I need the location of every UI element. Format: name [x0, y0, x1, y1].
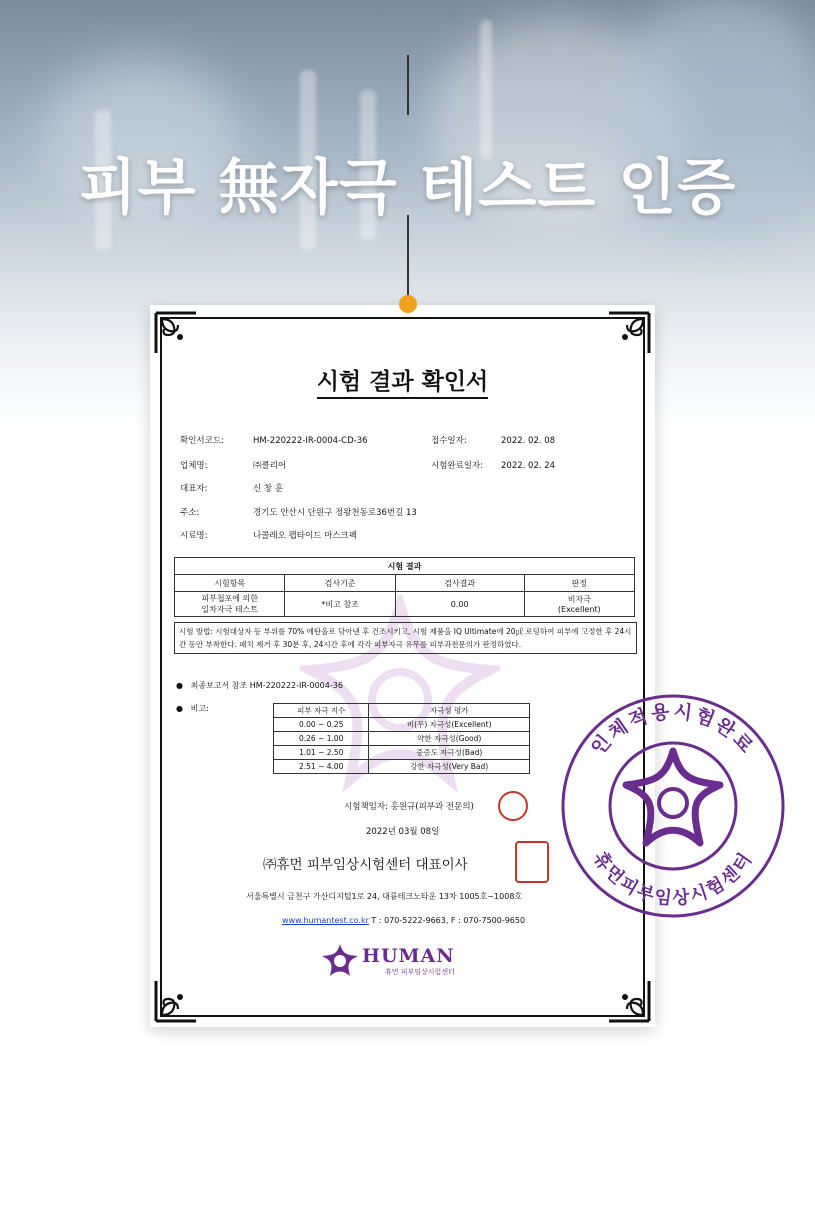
issue-date: 2022년 03월 08일 — [366, 827, 440, 837]
center-name: ㈜휴먼 피부임상시험센터 대표이사 — [263, 857, 468, 873]
results-header: 판정 — [524, 575, 634, 592]
results-caption: 시험 결과 — [175, 558, 635, 575]
results-header: 시험항목 — [175, 575, 285, 592]
field-company: 업체명: ㈜클리어 — [180, 461, 287, 471]
human-logo-icon — [320, 942, 360, 978]
contact-line: www.humantest.co.kr T : 070-5222-9663, F : 070-7500-9650 — [282, 916, 526, 925]
field-sample: 시료명: 나콜레오 펩타이드 마스크팩 — [180, 531, 357, 541]
logo-wordmark: HUMAN — [362, 945, 455, 967]
table-row: 0.00 ~ 0.25 비(무) 자극성(Excellent) — [274, 718, 530, 732]
website-link[interactable]: www.humantest.co.kr — [282, 916, 369, 925]
certification-seal — [560, 693, 786, 919]
results-header: 검사결과 — [395, 575, 524, 592]
center-address: 서울특별시 금천구 가산디지털1로 24, 대륭테크노타운 13차 1005호~1008호 — [246, 892, 523, 901]
table-row: 0.26 ~ 1.00 약한 자극성(Good) — [274, 732, 530, 746]
remarks-label: ● 비고: — [176, 704, 209, 713]
ornament-corner-icon — [152, 977, 200, 1025]
field-address: 주소: 경기도 안산시 단원구 정왕천동로36번길 13 — [180, 508, 417, 518]
page-headline: 피부 無자극 테스트 인증 — [78, 153, 737, 223]
company-stamp — [515, 841, 549, 883]
results-table — [174, 557, 635, 617]
field-completed-date: 시험완료일자: 2022. 02. 24 — [431, 461, 556, 471]
results-header: 검사기준 — [285, 575, 395, 592]
table-row: 1.01 ~ 2.50 중증도 자극성(Bad) — [274, 746, 530, 760]
logo-subtitle: 휴먼 피부임상시험센터 — [385, 968, 455, 976]
irritation-index-table: 피부 자극 지수 자극성 평가 0.00 ~ 0.25 비(무) 자극성(Excellent) 0.26 ~ 1.00 약한 자극성(Good) 1.01 ~ 2.50 중증도 자극성(Bad) 2.51 ~ 4.00 강한 자극성(Very Bad) — [273, 703, 530, 774]
certificate-title: 시험 결과 확인서 — [150, 363, 655, 396]
ornament-corner-icon — [152, 309, 200, 357]
field-code: 확인서코드: HM-220222-IR-0004-CD-36 — [180, 436, 368, 446]
field-representative: 대표자: 신 창 훈 — [180, 484, 284, 494]
results-standard: *비고 참조 — [285, 592, 395, 617]
table-row: 2.51 ~ 4.00 강한 자극성(Very Bad) — [274, 760, 530, 774]
test-method-note: 시험 방법: 시험대상자 등 부위를 70% 에탄올로 닦아낸 후 건조시키고, 시험 제품을 IQ Ultimate에 20㎕ 로딩하여 피부에 고정한 후 24시간 동안 부착한다. 패치 제거 후 30분 후, 24시간 후에 각각 피부자극 유무를 피부과전문의가 판정하였다. — [174, 622, 637, 654]
results-value: 0.00 — [395, 592, 524, 617]
ornament-corner-icon — [605, 977, 653, 1025]
results-verdict: 비자극 (Excellent) — [524, 592, 634, 617]
field-received-date: 접수일자: 2022. 02. 08 — [431, 436, 556, 446]
connector-dot — [399, 295, 417, 313]
connector-line-top — [407, 55, 409, 115]
results-item: 피부첩포에 의한 일차자극 테스트 — [175, 592, 285, 617]
personal-stamp — [498, 791, 528, 821]
responsible-person: 시험책임자: 홍원규(피부과 전문의) — [344, 802, 474, 812]
connector-line-bottom — [407, 215, 409, 297]
ornament-corner-icon — [605, 309, 653, 357]
seal-flower-icon — [626, 751, 720, 843]
final-report-line: ● 최종보고서 참조 HM-220222-IR-0004-36 — [176, 681, 343, 690]
seal-bottom-text: 휴먼피부임상시험센터 — [588, 848, 758, 910]
seal-top-text: 인체적용시험완료 — [586, 700, 760, 760]
